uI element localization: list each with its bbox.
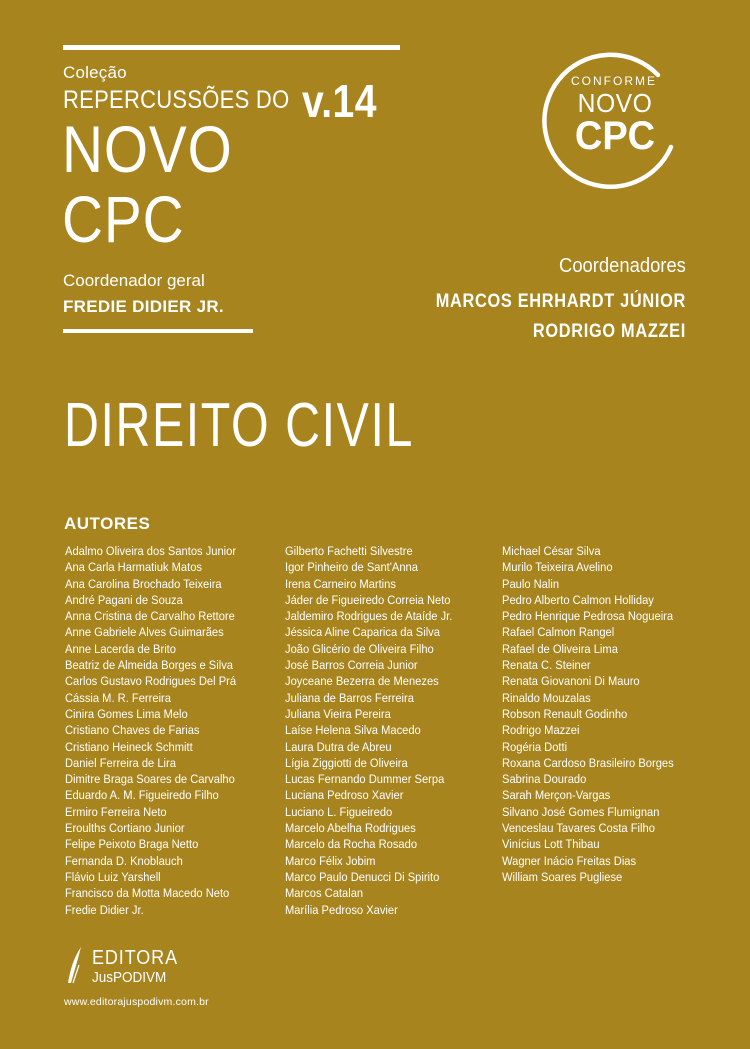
author-name: Rafael Calmon Rangel xyxy=(502,625,615,640)
author-name: Felipe Peixoto Braga Netto xyxy=(65,837,199,852)
collection-label: Coleção xyxy=(63,63,127,82)
author-name: Adalmo Oliveira dos Santos Junior xyxy=(65,544,237,558)
author-name: José Barros Correia Junior xyxy=(285,658,418,673)
author-name: Flávio Luiz Yarshell xyxy=(65,869,161,884)
author-name: Marcos Catalan xyxy=(285,886,364,901)
author-name: Jáder de Figueiredo Correia Neto xyxy=(285,592,451,607)
author-name: Marcelo da Rocha Rosado xyxy=(285,837,418,852)
top-rule xyxy=(63,45,400,50)
general-coordinator-name: FREDIE DIDIER JR. xyxy=(63,297,224,316)
author-name: Fernanda D. Knoblauch xyxy=(65,853,183,868)
volume-number: v.14 xyxy=(302,75,377,127)
author-name: Irena Carneiro Martins xyxy=(285,576,396,591)
author-name: Paulo Nalin xyxy=(502,576,560,591)
author-name: Marco Félix Jobim xyxy=(285,853,376,868)
coordinator-name: RODRIGO MAZZEI xyxy=(532,321,686,342)
series-title-cpc: CPC xyxy=(62,182,185,256)
publisher-name: EDITORA xyxy=(92,947,178,969)
author-name: Renata Giovanoni Di Mauro xyxy=(502,674,640,689)
author-name: Cássia M. R. Ferreira xyxy=(65,690,171,705)
header-bottom-rule xyxy=(63,329,253,333)
author-name: Luciana Pedroso Xavier xyxy=(285,788,404,803)
author-name: Marcelo Abelha Rodrigues xyxy=(285,821,416,836)
book-title: DIREITO CIVIL xyxy=(64,391,414,460)
badge-top-text: CONFORME xyxy=(571,74,657,88)
coordinator-name: MARCOS EHRHARDT JÚNIOR xyxy=(435,291,686,312)
author-name: Silvano José Gomes Flumignan xyxy=(502,804,660,819)
author-name: João Glicério de Oliveira Filho xyxy=(285,641,434,656)
author-name: Michael César Silva xyxy=(502,544,601,558)
author-name: Venceslau Tavares Costa Filho xyxy=(502,821,655,836)
authors-heading: AUTORES xyxy=(64,514,151,533)
author-name: Gilberto Fachetti Silvestre xyxy=(285,544,413,558)
author-name: Juliana Vieira Pereira xyxy=(285,706,391,721)
author-name: Anne Lacerda de Brito xyxy=(65,641,176,656)
author-name: Ermiro Ferreira Neto xyxy=(65,804,167,819)
coordinators-label: Coordenadores xyxy=(559,255,686,277)
author-name: Eroulths Cortiano Junior xyxy=(65,821,185,836)
author-name: Pedro Henrique Pedrosa Nogueira xyxy=(502,609,674,624)
author-name: Rodrigo Mazzei xyxy=(502,723,580,738)
author-name: Eduardo A. M. Figueiredo Filho xyxy=(65,788,219,803)
author-name: Marília Pedroso Xavier xyxy=(285,902,398,917)
author-name: Pedro Alberto Calmon Holliday xyxy=(502,592,654,607)
author-name: Carlos Gustavo Rodrigues Del Prá xyxy=(65,674,237,689)
author-name: Sabrina Dourado xyxy=(502,772,587,787)
badge-bottom-text: CPC xyxy=(574,114,656,158)
author-name: Lígia Ziggiotti de Oliveira xyxy=(285,755,408,770)
author-name: Rafael de Oliveira Lima xyxy=(502,641,618,656)
general-coordinator-label: Coordenador geral xyxy=(63,271,205,290)
author-name: Roxana Cardoso Brasileiro Borges xyxy=(502,755,674,770)
author-name: Marco Paulo Denucci Di Spirito xyxy=(285,869,440,884)
author-name: Fredie Didier Jr. xyxy=(65,902,144,917)
publisher-subname: JusPODIVM xyxy=(92,969,167,986)
author-name: Igor Pinheiro de Sant'Anna xyxy=(285,560,418,575)
badge-middle-text: NOVO xyxy=(577,88,653,118)
author-name: Luciano L. Figueiredo xyxy=(285,804,393,819)
author-name: Juliana de Barros Ferreira xyxy=(285,690,414,705)
authors-column-2 xyxy=(285,543,471,918)
publisher-url: www.editorajuspodivm.com.br xyxy=(64,996,209,1008)
series-name: REPERCUSSÕES DO xyxy=(63,86,290,114)
author-name: Wagner Inácio Freitas Dias xyxy=(502,853,637,868)
author-name: Laura Dutra de Abreu xyxy=(285,739,392,754)
series-title-novo: NOVO xyxy=(62,112,233,186)
author-name: Joyceane Bezerra de Menezes xyxy=(285,674,439,689)
author-name: Sarah Merçon-Vargas xyxy=(502,788,611,803)
author-name: Daniel Ferreira de Lira xyxy=(65,755,176,770)
author-name: Rogéria Dotti xyxy=(502,739,568,754)
author-name: Vinícius Lott Thibau xyxy=(502,837,600,852)
author-name: Anna Cristina de Carvalho Rettore xyxy=(65,609,235,624)
author-name: Laíse Helena Silva Macedo xyxy=(285,723,421,738)
author-name: André Pagani de Souza xyxy=(65,592,183,607)
author-name: Cristiano Heineck Schmitt xyxy=(65,739,193,754)
author-name: Jéssica Aline Caparica da Silva xyxy=(285,625,440,640)
author-name: Ana Carla Harmatiuk Matos xyxy=(65,560,202,575)
author-name: William Soares Pugliese xyxy=(502,869,623,884)
author-name: Jaldemiro Rodrigues de Ataíde Jr. xyxy=(285,609,453,624)
author-name: Cristiano Chaves de Farias xyxy=(65,723,200,738)
author-name: Dimitre Braga Soares de Carvalho xyxy=(65,772,235,787)
author-name: Beatriz de Almeida Borges e Silva xyxy=(65,658,233,673)
author-name: Renata C. Steiner xyxy=(502,658,591,673)
author-name: Ana Carolina Brochado Teixeira xyxy=(65,576,222,591)
author-name: Lucas Fernando Dummer Serpa xyxy=(285,772,445,787)
author-name: Anne Gabriele Alves Guimarães xyxy=(65,625,224,640)
author-name: Francisco da Motta Macedo Neto xyxy=(65,886,230,901)
author-name: Robson Renault Godinho xyxy=(502,706,628,721)
author-name: Rinaldo Mouzalas xyxy=(502,690,591,705)
authors-column-3 xyxy=(502,543,693,885)
author-name: Murilo Teixeira Avelino xyxy=(502,560,613,575)
publisher-quill-icon xyxy=(65,945,85,985)
author-name: Cinira Gomes Lima Melo xyxy=(65,706,188,721)
authors-column-1 xyxy=(65,543,255,918)
